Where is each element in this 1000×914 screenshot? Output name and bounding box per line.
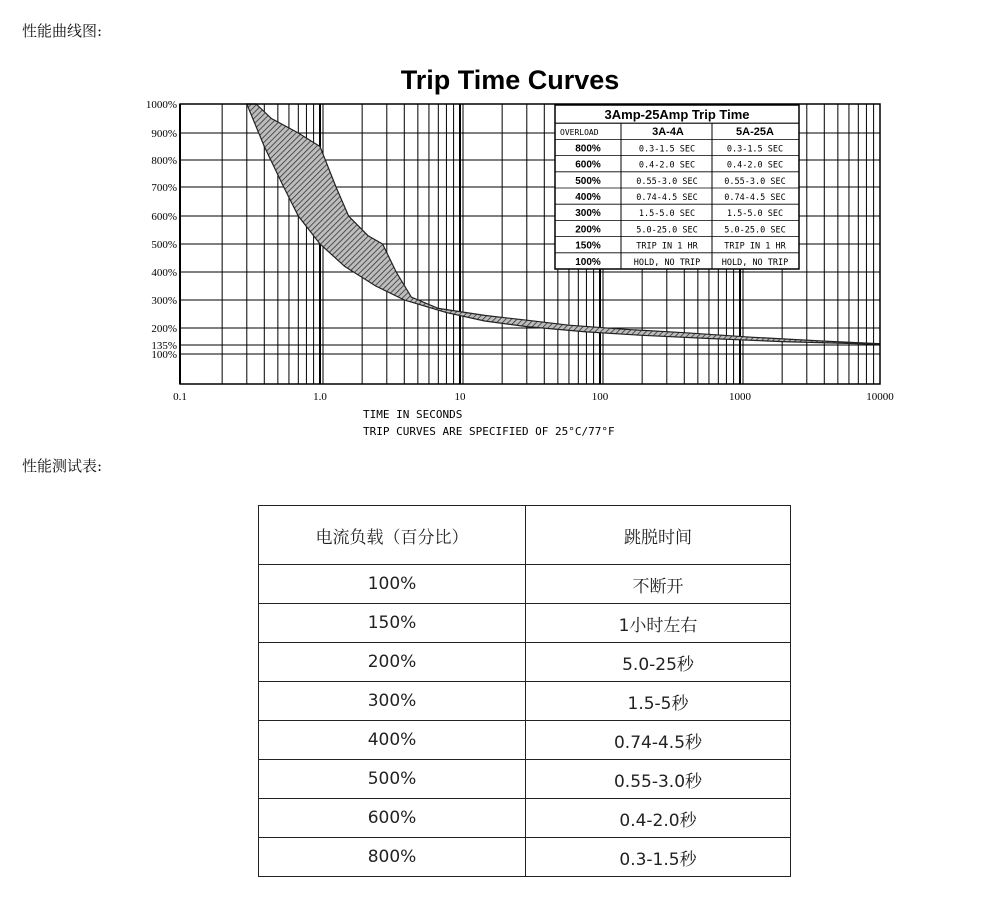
x-tick-label: 10 (454, 391, 466, 403)
x-tick-label: 1.0 (313, 391, 327, 403)
cell-load: 300% (259, 682, 526, 721)
table-row (259, 838, 791, 877)
chart-title: Trip Time Curves (400, 65, 620, 95)
y-tick-label: 1000% (145, 99, 177, 111)
cell-load: 600% (259, 799, 526, 838)
table-row (259, 682, 791, 721)
cell-time: 不断开 (526, 565, 791, 604)
cell-load: 400% (259, 721, 526, 760)
cell-time: 1.5-5秒 (526, 682, 791, 721)
cell-load: 100% (259, 565, 526, 604)
y-tick-label: 200% (151, 323, 177, 335)
inset-cell-load: 100% (575, 256, 601, 268)
header-trip-time: 跳脱时间 (526, 506, 791, 565)
y-tick-label: 600% (151, 211, 177, 223)
inset-header: OVERLOAD (560, 128, 599, 138)
inset-cell-small: 0.55-3.0 SEC (636, 176, 698, 187)
x-tick-label: 0.1 (173, 391, 187, 403)
cell-time: 0.55-3.0秒 (526, 760, 791, 799)
table-row (259, 604, 791, 643)
cell-load: 200% (259, 643, 526, 682)
performance-test-table (258, 505, 791, 877)
inset-cell-small: 0.74-4.5 SEC (636, 193, 698, 203)
inset-cell-large: 0.4-2.0 SEC (726, 160, 784, 171)
inset-cell-small: 0.3-1.5 SEC (638, 144, 696, 155)
cell-time: 1小时左右 (526, 604, 791, 643)
inset-cell-load: 800% (575, 143, 601, 155)
inset-trip-table (555, 105, 799, 269)
inset-cell-small: TRIP IN 1 HR (636, 241, 698, 252)
inset-cell-large: HOLD, NO TRIP (721, 257, 789, 268)
inset-cell-small: 0.4-2.0 SEC (638, 160, 696, 171)
inset-header: 3A-4A (652, 126, 684, 139)
cell-time: 0.3-1.5秒 (526, 838, 791, 877)
y-tick-label: 800% (151, 155, 177, 167)
cell-load: 800% (259, 838, 526, 877)
cell-time: 0.74-4.5秒 (526, 721, 791, 760)
table-header-row (259, 506, 791, 565)
inset-cell-large: 0.3-1.5 SEC (726, 144, 784, 155)
chart-note: TRIP CURVES ARE SPECIFIED OF 25°C/77°F (363, 425, 615, 438)
inset-cell-load: 600% (575, 159, 601, 171)
inset-cell-small: 1.5-5.0 SEC (638, 209, 696, 220)
y-tick-label: 500% (151, 239, 177, 251)
inset-cell-load: 150% (575, 240, 601, 252)
inset-cell-large: 0.55-3.0 SEC (724, 176, 786, 187)
x-tick-label: 10000 (866, 391, 894, 403)
inset-cell-load: 300% (575, 208, 601, 220)
cell-load: 500% (259, 760, 526, 799)
inset-cell-load: 200% (575, 224, 601, 236)
cell-time: 5.0-25秒 (526, 643, 791, 682)
cell-load: 150% (259, 604, 526, 643)
inset-cell-large: 1.5-5.0 SEC (726, 209, 784, 220)
inset-cell-load: 400% (575, 192, 601, 203)
y-tick-label: 135% (151, 340, 177, 352)
y-tick-label: 300% (151, 295, 177, 307)
inset-cell-load: 500% (575, 175, 601, 187)
x-tick-label: 1000 (729, 391, 751, 403)
y-tick-label: 900% (151, 128, 177, 140)
inset-cell-small: 5.0-25.0 SEC (636, 225, 698, 236)
y-tick-label: 400% (151, 267, 177, 279)
table-row (259, 799, 791, 838)
inset-cell-large: 0.74-4.5 SEC (724, 193, 786, 203)
inset-header: 5A-25A (736, 126, 774, 139)
cell-time: 0.4-2.0秒 (526, 799, 791, 838)
table-row (259, 721, 791, 760)
inset-cell-large: 5.0-25.0 SEC (724, 225, 786, 236)
x-axis-label: TIME IN SECONDS (363, 408, 463, 421)
heading-performance-curve: 性能曲线图: (22, 22, 103, 40)
inset-table-title: 3Amp-25Amp Trip Time (604, 107, 750, 122)
x-tick-label: 100 (591, 391, 609, 403)
y-tick-label: 700% (151, 182, 177, 194)
header-current-load: 电流负载（百分比） (259, 506, 526, 565)
table-row (259, 760, 791, 799)
trip-time-chart (0, 55, 1000, 445)
table-row (259, 565, 791, 604)
y-tick-label: 100% (151, 349, 177, 361)
inset-cell-small: HOLD, NO TRIP (633, 257, 701, 268)
heading-performance-test: 性能测试表: (22, 457, 103, 475)
inset-cell-large: TRIP IN 1 HR (724, 241, 786, 252)
table-row (259, 643, 791, 682)
